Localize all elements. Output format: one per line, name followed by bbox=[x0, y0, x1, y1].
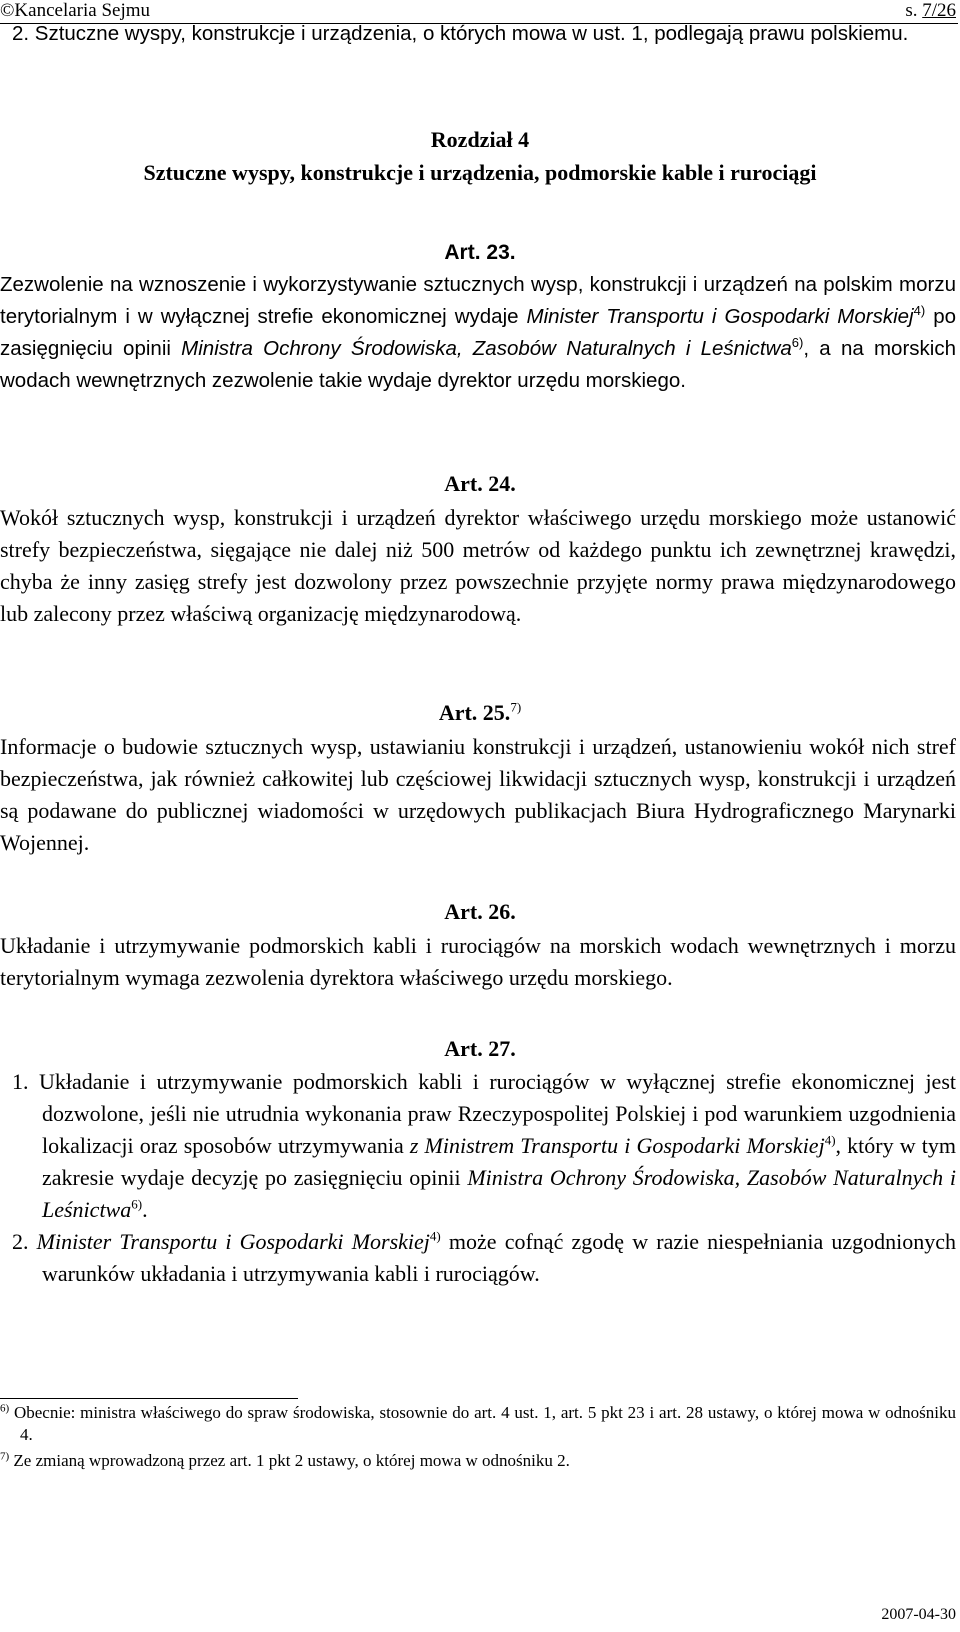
header-source: ©Kancelaria Sejmu bbox=[0, 0, 151, 21]
footnote-ref-4: 4) bbox=[824, 1132, 836, 1148]
chapter-title: Sztuczne wyspy, konstrukcje i urządzenia, podmorskie kable i rurociągi bbox=[143, 160, 817, 185]
footnote-ref-7: 7) bbox=[510, 699, 522, 715]
art-23-title: Art. 23. bbox=[444, 241, 516, 264]
art-25-title-text: Art. 25. bbox=[438, 700, 511, 725]
art-23-text-2: po zasięgnięciu opinii bbox=[0, 305, 956, 360]
art-27-p1-ministry: Ministra Ochrony Środowiska, Zasobów Naturalnych i Leśnictwa bbox=[42, 1165, 956, 1222]
footnote-6 bbox=[0, 1402, 956, 1446]
art-27-p2-number: 2. bbox=[12, 1229, 29, 1254]
art-23-text-3: , a na morskich wodach wewnętrznych zezwolenie takie wydaje dyrektor urzędu morskiego. bbox=[0, 337, 956, 392]
art-27-title: Art. 27. bbox=[444, 1036, 516, 1061]
art-26-title: Art. 26. bbox=[444, 899, 516, 924]
art-24-text: Wokół sztucznych wysp, konstrukcji i urządzeń dyrektor właściwego urzędu morskiego może ustanowić strefy bezpieczeństwa, sięgające nie dalej niż 500 metrów od każdego punktu ich zewnętrznej krawędzi, chyba że inny zasięg strefy jest dozwolony przez powszechnie przyjęte normy prawa międzynarodowego lub zalecony przez właściwą organizację międzynarodową. bbox=[0, 505, 956, 626]
art-25-text: Informacje o budowie sztucznych wysp, ustawianiu konstrukcji i urządzeń, ustanowieniu wokół nich stref bezpieczeństwa, jak również całkowitej lub częściowej likwidacji sztucznych wysp, konstrukcji i urządzeń są podawane do publicznej wiadomości w urzędowych publikacjach Biura Hydrograficznego Marynarki Wojennej. bbox=[0, 734, 956, 855]
art-24-title: Art. 24. bbox=[444, 471, 516, 496]
art-27-p1-text-2: , który w tym zakresie wydaje decyzję po zasięgnięciu opinii bbox=[42, 1133, 956, 1190]
art-23-minister: Minister Transportu i Gospodarki Morskiej bbox=[526, 305, 914, 328]
art-25-title bbox=[0, 697, 960, 729]
footnote-ref-6: 6) bbox=[791, 335, 804, 351]
chapter-number: Rozdział 4 bbox=[430, 127, 530, 152]
art-26-text: Układanie i utrzymywanie podmorskich kabli i rurociągów na morskich wodach wewnętrznych i morzu terytorialnym wymaga zezwolenia dyrektora właściwego urzędu morskiego. bbox=[0, 933, 956, 990]
art-27-p2-text: może cofnąć zgodę w razie niespełniania uzgodnionych warunków układania i utrzymywania kabli i rurociągów. bbox=[42, 1229, 957, 1286]
footnote-divider bbox=[0, 1398, 298, 1399]
art-23-text bbox=[0, 269, 956, 397]
paragraph-2: 2. Sztuczne wyspy, konstrukcje i urządzenia, o których mowa w ust. 1, podlegają prawu polskiemu. bbox=[12, 22, 909, 45]
art-27-p2-minister: Minister Transportu i Gospodarki Morskiej bbox=[36, 1229, 430, 1254]
footnote-ref-6: 6) bbox=[131, 1196, 143, 1212]
art-27-p1-text-1: Układanie i utrzymywanie podmorskich kabli i rurociągów w wyłącznej strefie ekonomicznej jest dozwolone, jeśli nie utrudnia wykonania praw Rzeczypospolitej Polskiej i pod warunkiem uzgodnienia lokalizacji oraz sposobów utrzymywania bbox=[39, 1069, 956, 1158]
footnote-ref-4: 4) bbox=[913, 303, 926, 319]
art-23-ministry: Ministra Ochrony Środowiska, Zasobów Naturalnych i Leśnictwa bbox=[181, 337, 792, 360]
art-27-p1-text-3: . bbox=[142, 1197, 148, 1222]
footnote-6-text: Obecnie: ministra właściwego do spraw środowiska, stosownie do art. 4 ust. 1, art. 5 pkt 23 i art. 28 ustawy, o której mowa w odnośniku 4. bbox=[13, 1403, 956, 1444]
footnote-7-mark: 7) bbox=[0, 1450, 10, 1463]
art-23-text-1: Zezwolenie na wznoszenie i wykorzystywanie sztucznych wysp, konstrukcji i urządzeń na polskim morzu terytorialnym i w wyłącznej strefie ekonomicznej wydaje bbox=[0, 273, 956, 328]
art-27-paragraph-1 bbox=[12, 1066, 956, 1226]
art-27-paragraph-2 bbox=[12, 1226, 956, 1290]
footnote-ref-4: 4) bbox=[429, 1228, 441, 1244]
footnote-7 bbox=[0, 1450, 956, 1472]
header-page-prefix: s. bbox=[905, 0, 923, 21]
footer-date: 2007-04-30 bbox=[881, 1606, 956, 1623]
art-27-p1-number: 1. bbox=[12, 1069, 29, 1094]
art-27-p1-minister: z Ministrem Transportu i Gospodarki Morskiej bbox=[409, 1133, 825, 1158]
footnote-7-text: Ze zmianą wprowadzoną przez art. 1 pkt 2 ustawy, o której mowa w odnośniku 2. bbox=[13, 1451, 570, 1470]
footnote-6-mark: 6) bbox=[0, 1402, 10, 1415]
header-page-link[interactable]: 7/26 bbox=[922, 0, 956, 21]
